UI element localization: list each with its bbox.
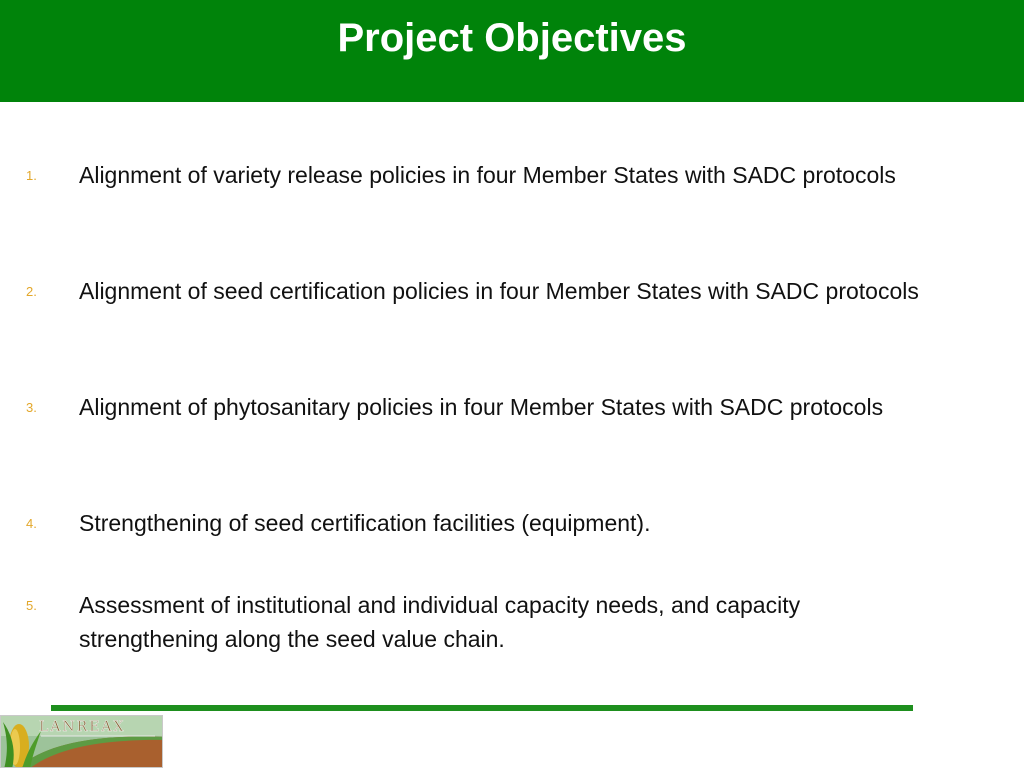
objective-number: 2.	[26, 284, 37, 299]
objective-number: 3.	[26, 400, 37, 415]
objective-text: Alignment of variety release policies in four Member States with SADC protocols	[79, 162, 896, 188]
objective-text: Strengthening of seed certification facilities (equipment).	[79, 510, 651, 536]
objective-text: Assessment of institutional and individual capacity needs, and capacity strengthening along the seed value chain.	[79, 592, 801, 652]
logo-wordmark: LANREAX	[39, 719, 126, 735]
objective-number: 4.	[26, 516, 37, 531]
objective-number: 1.	[26, 168, 37, 183]
lanrex-logo	[0, 715, 163, 768]
objective-number: 5.	[26, 598, 37, 613]
footer-divider	[51, 705, 913, 711]
objective-text: Alignment of seed certification policies in four Member States with SADC protocols	[79, 278, 919, 304]
objective-text: Alignment of phytosanitary policies in four Member States with SADC protocols	[79, 394, 884, 420]
title-bar	[0, 0, 1024, 102]
slide-title: Project Objectives	[337, 16, 687, 60]
